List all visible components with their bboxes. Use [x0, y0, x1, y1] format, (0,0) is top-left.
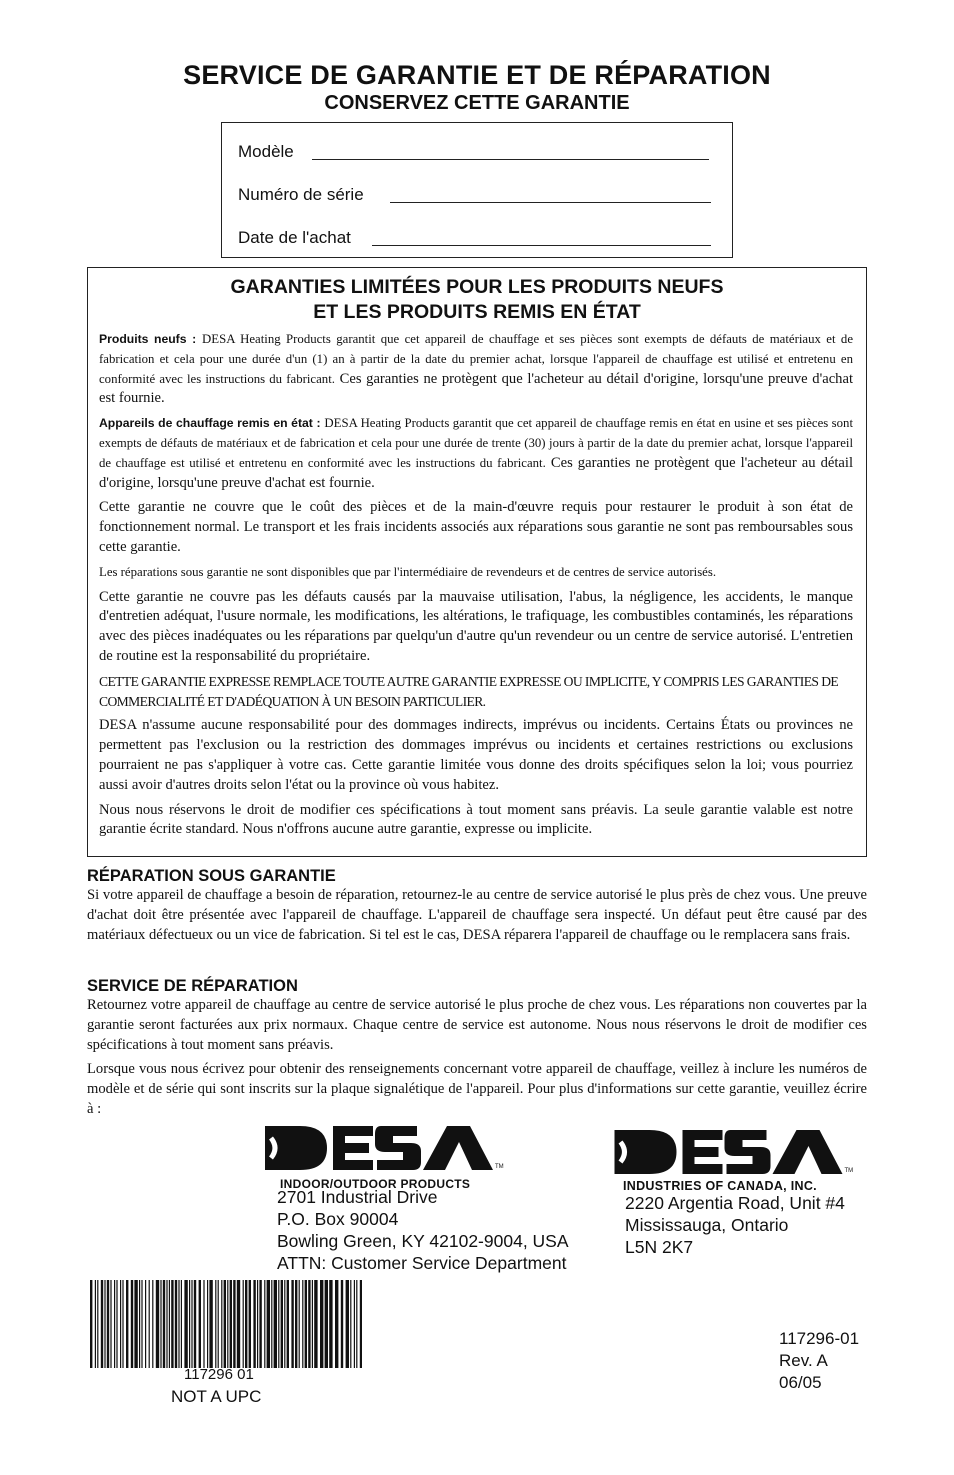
barcode-number: 117296 01	[184, 1366, 254, 1383]
new-products-label: Produits neufs :	[99, 332, 197, 346]
us-address-line: ATTN: Customer Service Department	[277, 1253, 567, 1273]
document-revision: Rev. A	[779, 1351, 828, 1370]
document-date: 06/05	[779, 1373, 822, 1392]
repair-service-heading: SERVICE DE RÉPARATION	[87, 977, 298, 995]
us-logo-subtitle: INDOOR/OUTDOOR PRODUCTS	[280, 1177, 471, 1191]
new-products-text: DESA Heating Products garantit que cet appareil de chauffage et ses pièces sont exempts de défauts de matériaux et de fabrication et cela pour une durée d'un (1) an à partir de la date du premier achat, lorsque l'appareil de chauffage est utilisé et entretenu en conformité avec les instructions du fabricant.	[99, 332, 853, 386]
model-blank-line	[312, 159, 709, 160]
canada-address-line: Mississauga, Ontario	[625, 1215, 789, 1235]
reman-products-note: Ces garanties ne protègent que l'acheteur au détail d'origine, lorsqu'une preuve d'achat est fournie.	[99, 454, 853, 491]
repair-warranty-section	[87, 866, 867, 950]
registration-box	[221, 122, 733, 258]
page-title: SERVICE DE GARANTIE ET DE RÉPARATION	[183, 60, 771, 90]
dealers-paragraph: Les réparations sous garantie ne sont disponibles que par l'intermédiaire de revendeurs et de centres de service autorisés.	[99, 564, 717, 579]
repair-service-text-1: Retournez votre appareil de chauffage au centre de service autorisé le plus proche de chez vous. Les réparations non couvertes par la garantie seront facturées aux prix normaux. Chaque centre de service est autonome. Nous nous réservons le droit de modifier ces spécifications à tout moment sans préavis.	[87, 997, 867, 1053]
repair-service-section	[87, 976, 867, 1125]
desa-canada-logo	[607, 1128, 867, 1193]
svg-text:TM: TM	[844, 1168, 854, 1174]
purchase-date-blank-line	[372, 245, 711, 246]
reman-products-text: DESA Heating Products garantit que cet appareil de chauffage remis en état en usine et ses pièces sont exempts de défauts de matériaux et de fabrication et cela pour une durée de trente (30) jours à partir de la date du premier achat, lorsque l'appareil de chauffage est utilisé et entretenu en conformité avec les instructions du fabricant.	[99, 416, 853, 470]
us-address-line: 2701 Industrial Drive	[277, 1187, 438, 1207]
repair-warranty-text: Si votre appareil de chauffage a besoin de réparation, retournez-le au centre de service autorisé le plus près de chez vous. Une preuve d'achat doit être présentée avec l'appareil de chauffage. L'appareil de chauffage sera inspecté. Un défaut peut être causé par des matériaux défectueux ou un vice de fabrication. Si tel est le cas, DESA réparera l'appareil de chauffage ou le remplacera sans frais.	[87, 887, 867, 943]
svg-text:TM: TM	[495, 1164, 504, 1170]
model-field[interactable]	[238, 142, 718, 162]
new-products-paragraph	[99, 330, 853, 409]
repair-service-text-2: Lorsque vous nous écrivez pour obtenir des renseignements concernant votre appareil de chauffage, veillez à inclure les numéros de modèle et de série qui sont inscrits sur la plaque signalétique de l'appareil. Pour plus d'informations sur cette garantie, veuillez écrire à :	[87, 1061, 867, 1117]
reman-products-paragraph	[99, 414, 853, 493]
purchase-date-label: Date de l'achat	[238, 228, 351, 247]
canada-logo-subtitle: INDUSTRIES OF CANADA, INC.	[623, 1179, 817, 1193]
warranty-body	[99, 330, 853, 845]
canada-address	[625, 1192, 845, 1258]
exclusions-paragraph: Cette garantie ne couvre pas les défauts causés par la mauvaise utilisation, l'abus, la négligence, les accidents, le manque d'entretien adéquat, l'usure normale, les modifications, les altérations, le trafiquage, les combustibles contaminés, les réparations avec des pièces inadéquates ou les réparations par quelqu'un d'autre qu'un revendeur ou un centre de service autorisé. L'entretien de routine est la responsabilité du propriétaire.	[99, 588, 853, 664]
reserve-paragraph: Nous nous réservons le droit de modifier ces spécifications à tout moment sans préavis. La seule garantie valable est notre garantie écrite standard. Nous n'offrons aucune autre garantie, expresse ou implicite.	[99, 801, 853, 838]
warranty-title-line1: GARANTIES LIMITÉES POUR LES PRODUITS NEUFS	[230, 276, 724, 298]
barcode	[90, 1280, 362, 1368]
barcode-note: NOT A UPC	[171, 1387, 262, 1406]
purchase-date-field[interactable]	[238, 228, 718, 248]
serial-field[interactable]	[238, 185, 718, 205]
liability-paragraph: DESA n'assume aucune responsabilité pour des dommages indirects, imprévus ou incidents. Certains États ou provinces ne permettent pas l'exclusion ou la restriction des dommages imprévus ou incidents et certaines restrictions ou exclusions pourraient ne pas s'appliquer à votre cas. Cette garantie limitée vous donne des droits spécifiques selon la loi; vous pourriez aussi avoir d'autres droits selon l'état ou la province où vous habitez.	[99, 717, 853, 793]
us-address	[277, 1186, 569, 1274]
cost-paragraph: Cette garantie ne couvre que le coût des pièces et de la main-d'œuvre requis pour restaurer le produit à son état de fonctionnement normal. Le transport et les frais incidents associés aux réparations sous garantie ne sont pas remboursables sous cette garantie.	[99, 499, 853, 555]
canada-address-line: 2220 Argentia Road, Unit #4	[625, 1193, 845, 1213]
new-products-note: Ces garanties ne protègent que l'acheteur au détail d'origine, lorsqu'une preuve d'achat est fournie.	[99, 370, 853, 407]
desa-logo-mark	[607, 1128, 867, 1178]
us-address-line: P.O. Box 90004	[277, 1209, 399, 1229]
us-address-line: Bowling Green, KY 42102-9004, USA	[277, 1231, 569, 1251]
document-number: 117296-01	[779, 1329, 860, 1348]
canada-address-line: L5N 2K7	[625, 1237, 694, 1257]
desa-us-logo	[265, 1124, 510, 1191]
warranty-title-line2: ET LES PRODUITS REMIS EN ÉTAT	[313, 301, 641, 323]
model-label: Modèle	[238, 142, 294, 161]
reman-products-label: Appareils de chauffage remis en état :	[99, 416, 321, 431]
warranty-box	[87, 267, 867, 857]
desa-logo-mark	[265, 1124, 510, 1174]
serial-blank-line	[390, 202, 711, 203]
express-warranty-paragraph: CETTE GARANTIE EXPRESSE REMPLACE TOUTE AUTRE GARANTIE EXPRESSE OU IMPLICITE, Y COMPRIS LES GARANTIES DE COMMERCIALITÉ ET D'ADÉQUATION À UN BESOIN PARTICULIER.	[99, 673, 839, 709]
serial-label: Numéro de série	[238, 185, 364, 204]
page-subtitle: CONSERVEZ CETTE GARANTIE	[324, 92, 630, 114]
repair-warranty-heading: RÉPARATION SOUS GARANTIE	[87, 867, 336, 885]
document-reference	[779, 1328, 859, 1394]
